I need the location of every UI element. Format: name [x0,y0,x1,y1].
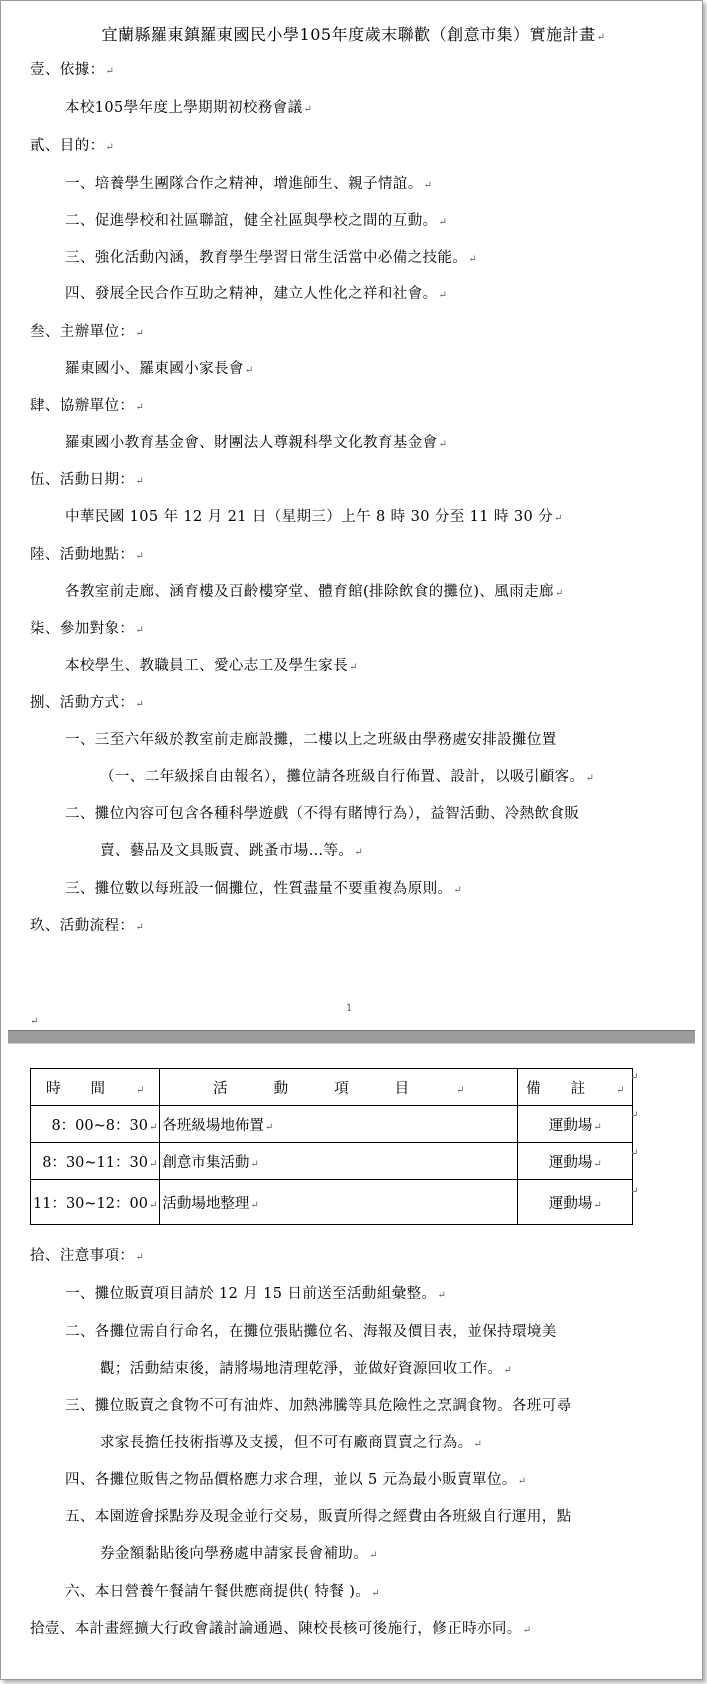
cell-item: 活動場地整理↵ [160,1180,518,1225]
list-item: 一、三至六年級於教室前走廊設攤，二樓以上之班級由學務處安排設攤位置 [65,732,557,748]
header-note: 備註↵ [518,1069,633,1106]
heading-date: 伍、活動日期：↵ [30,472,145,488]
cell-time: 8：00~8：30↵ [31,1106,160,1143]
document-title: 宜蘭縣羅東鎮羅東國民小學105年度歲末聯歡（創意市集）實施計畫↵ [101,25,606,44]
row-mark: ↵ [630,1110,639,1121]
cell-time: 8：30~11：30↵ [31,1143,160,1180]
paragraph-mark: ↵ [30,1016,39,1027]
row-mark: ↵ [630,1072,639,1083]
list-item-continuation: 求家長擔任技術指導及支援，但不可有廠商買賣之行為。↵ [100,1435,483,1451]
heading-basis: 壹、依據：↵ [30,62,115,78]
list-item: 三、強化活動內涵，教育學生學習日常生活當中必備之技能。↵ [65,250,478,266]
list-item: 六、本日營養午餐請午餐供應商提供( 特餐 )。↵ [65,1584,381,1600]
heading-organizer: 叁、主辦單位：↵ [30,324,145,340]
paragraph: 中華民國 105 年 12 月 21 日（星期三）上午 8 時 30 分至 11 時 30 分↵ [65,509,563,525]
table-row [31,1143,633,1180]
list-item: 一、攤位販賣項目請於 12 月 15 日前送至活動組彙整。↵ [65,1286,447,1302]
list-item-continuation: 觀；活動結束後，請將場地清理乾淨，並做好資源回收工作。↵ [100,1361,513,1377]
list-item-continuation: 券金額黏貼後向學務處申請家長會補助。↵ [100,1546,378,1562]
paragraph: 本校105學年度上學期期初校務會議↵ [65,100,313,116]
list-item: 二、促進學校和社區聯誼，健全社區與學校之間的互動。↵ [65,213,448,229]
table-header-row [31,1069,633,1106]
list-item: 四、各攤位販售之物品價格應力求合理，並以 5 元為最小販賣單位。↵ [65,1472,527,1488]
paragraph: 羅東國小、羅東國小家長會↵ [65,361,254,377]
table-row [31,1106,633,1143]
heading-method: 捌、活動方式：↵ [30,695,145,711]
page-number: 1 [346,1003,353,1014]
heading-notes: 拾、注意事項：↵ [30,1248,145,1264]
list-item: 四、發展全民合作互助之精神，建立人性化之祥和社會。↵ [65,286,448,302]
header-activity: 活動項目↵ [160,1069,518,1106]
list-item-continuation: （一、二年級採自由報名），攤位請各班級自行佈置、設計，以吸引顧客。↵ [100,769,595,785]
paragraph: 各教室前走廊、涵育樓及百齡樓穿堂、體育館(排除飲食的攤位)、風雨走廊↵ [65,584,564,600]
list-item: 一、培養學生團隊合作之精神，增進師生、親子情誼。↵ [65,176,433,192]
list-item: 三、攤位數以每班設一個攤位，性質盡量不要重複為原則。↵ [65,881,463,897]
page-break [8,1030,695,1044]
table-row [31,1180,633,1225]
heading-participants: 柒、參加對象：↵ [30,621,145,637]
heading-location: 陸、活動地點：↵ [30,547,145,563]
list-item: 二、各攤位需自行命名，在攤位張貼攤位名、海報及價目表，並保持環境美 [65,1324,557,1340]
heading-schedule: 玖、活動流程：↵ [30,918,145,934]
paragraph: 本校學生、教職員工、愛心志工及學生家長↵ [65,658,358,674]
cell-item: 創意市集活動↵ [160,1143,518,1180]
list-item-continuation: 賣、藝品及文具販賣、跳蚤市場…等。↵ [100,843,364,859]
header-time: 時間↵ [31,1069,160,1106]
list-item: 三、攤位販賣之食物不可有油炸、加熱沸騰等具危險性之烹調食物。各班可尋 [65,1398,572,1414]
cell-item: 各班級場地佈置↵ [160,1106,518,1143]
schedule-table [30,1068,633,1225]
cell-time: 11：30~12：00↵ [31,1180,160,1225]
cell-note: 運動場↵ [518,1106,633,1143]
list-item: 二、攤位內容可包含各種科學遊戲（不得有賭博行為），益智活動、冷熱飲食販 [65,806,580,822]
row-mark: ↵ [630,1148,639,1159]
cell-note: 運動場↵ [518,1143,633,1180]
paragraph: 羅東國小教育基金會、財團法人尊親科學文化教育基金會↵ [65,435,448,451]
heading-co-organizer: 肆、協辦單位：↵ [30,398,145,414]
closing-paragraph: 拾壹、本計畫經擴大行政會議討論通過、陳校長核可後施行，修正時亦同。↵ [30,1621,532,1637]
heading-purpose: 貳、目的：↵ [30,138,115,154]
list-item: 五、本園遊會採點券及現金並行交易，販賣所得之經費由各班級自行運用，點 [65,1509,572,1525]
row-mark: ↵ [630,1186,639,1197]
cell-note: 運動場↵ [518,1180,633,1225]
